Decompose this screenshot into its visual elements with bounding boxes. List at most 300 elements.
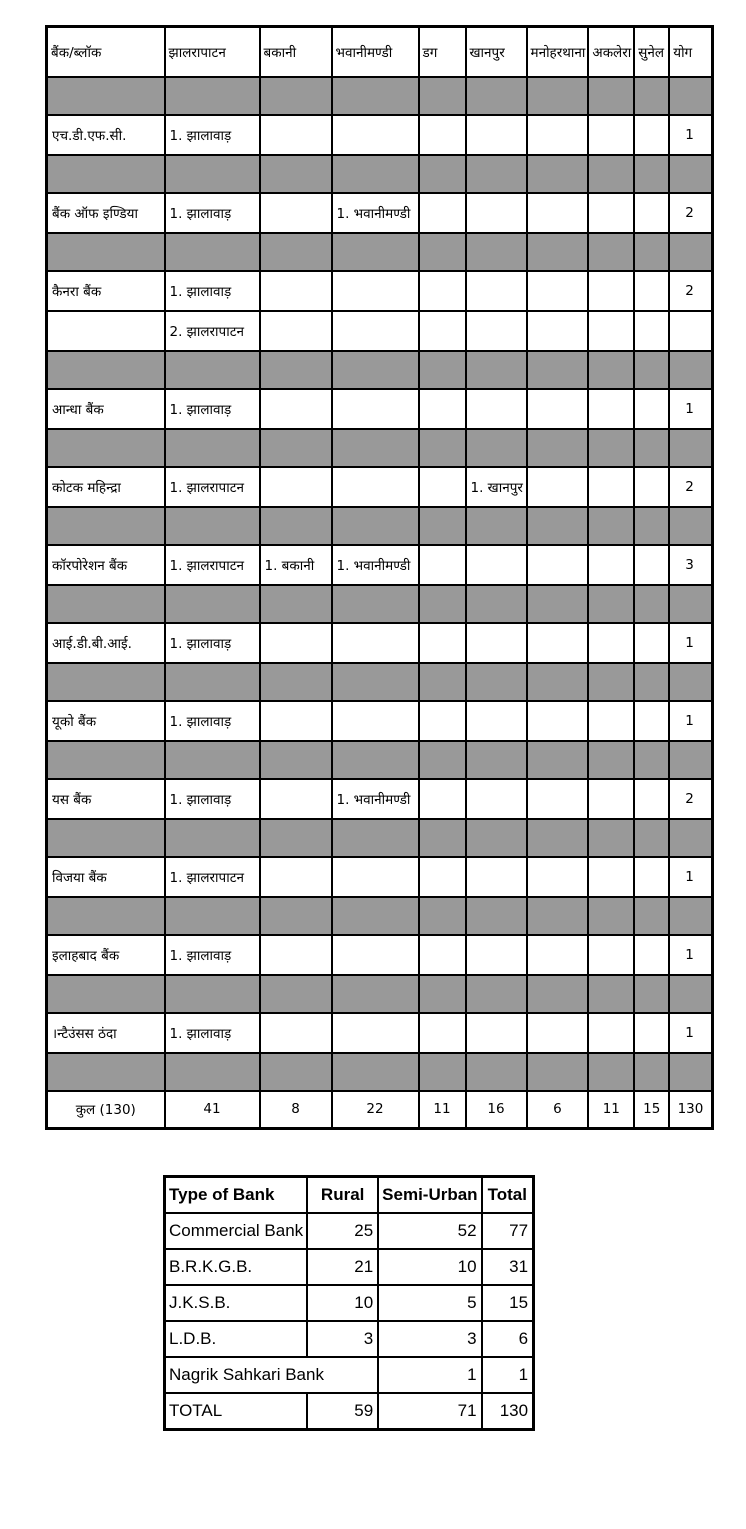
total-cell: 15 xyxy=(482,1285,534,1321)
shaded-cell xyxy=(332,585,419,623)
shaded-cell xyxy=(527,819,589,857)
branch-cell xyxy=(634,389,669,429)
branch-cell xyxy=(634,467,669,507)
shaded-cell xyxy=(588,1053,634,1091)
branch-cell xyxy=(527,115,589,155)
branch-cell xyxy=(260,701,332,741)
shaded-cell xyxy=(634,741,669,779)
bank-row xyxy=(47,271,713,311)
shaded-cell xyxy=(466,975,527,1013)
shaded-cell xyxy=(527,663,589,701)
branch-cell xyxy=(466,311,527,351)
shaded-cell xyxy=(165,77,260,115)
bank-type-summary-table xyxy=(163,1175,535,1431)
branch-cell xyxy=(260,467,332,507)
shaded-cell xyxy=(527,77,589,115)
shaded-spacer-row xyxy=(47,819,713,857)
shaded-cell xyxy=(260,507,332,545)
shaded-cell xyxy=(165,741,260,779)
branch-cell xyxy=(419,271,466,311)
shaded-cell xyxy=(669,819,712,857)
branch-cell xyxy=(527,311,589,351)
branch-cell xyxy=(466,545,527,585)
branch-cell xyxy=(634,701,669,741)
bank-name-cell: कैनरा बैंक xyxy=(47,271,165,311)
branch-cell xyxy=(332,623,419,663)
shaded-cell xyxy=(634,507,669,545)
bank-row xyxy=(47,467,713,507)
branch-cell xyxy=(588,467,634,507)
branch-cell xyxy=(419,779,466,819)
yog-total-cell: 1 xyxy=(669,857,712,897)
branch-cell xyxy=(332,389,419,429)
shaded-cell xyxy=(332,741,419,779)
shaded-cell xyxy=(165,351,260,389)
shaded-cell xyxy=(466,233,527,271)
shaded-cell xyxy=(588,585,634,623)
shaded-cell xyxy=(260,975,332,1013)
shaded-cell xyxy=(669,1053,712,1091)
shaded-cell xyxy=(669,155,712,193)
shaded-spacer-row xyxy=(47,975,713,1013)
branch-cell: 1. झालावाड़ xyxy=(165,701,260,741)
bank-type-cell: B.R.K.G.B. xyxy=(165,1249,308,1285)
bank-row xyxy=(47,1013,713,1053)
branch-cell xyxy=(466,193,527,233)
branch-cell: 1. बकानी xyxy=(260,545,332,585)
branch-cell xyxy=(332,311,419,351)
branch-cell: 1. झालावाड़ xyxy=(165,1013,260,1053)
branch-cell xyxy=(527,467,589,507)
yog-total-cell xyxy=(669,311,712,351)
semi-urban-cell: 1 xyxy=(378,1357,481,1393)
branch-cell xyxy=(260,389,332,429)
branch-cell xyxy=(419,389,466,429)
branch-cell: 8 xyxy=(260,1091,332,1129)
shaded-cell xyxy=(669,975,712,1013)
shaded-cell xyxy=(466,507,527,545)
column-header-4: डग xyxy=(419,27,466,77)
shaded-cell xyxy=(47,429,165,467)
shaded-cell xyxy=(588,741,634,779)
bank-name-cell: विजया बैंक xyxy=(47,857,165,897)
branch-cell xyxy=(588,271,634,311)
bank-name-cell: आई.डी.बी.आई. xyxy=(47,623,165,663)
shaded-spacer-row xyxy=(47,663,713,701)
shaded-cell xyxy=(332,975,419,1013)
shaded-cell xyxy=(332,507,419,545)
shaded-cell xyxy=(419,429,466,467)
branch-cell: 1. भवानीमण्डी xyxy=(332,545,419,585)
shaded-spacer-row xyxy=(47,233,713,271)
yog-total-cell: 1 xyxy=(669,389,712,429)
branch-cell: 22 xyxy=(332,1091,419,1129)
shaded-cell xyxy=(47,155,165,193)
semi-urban-cell: 3 xyxy=(378,1321,481,1357)
yog-total-cell: 2 xyxy=(669,193,712,233)
branch-cell xyxy=(419,1013,466,1053)
shaded-cell xyxy=(669,897,712,935)
branch-cell xyxy=(527,1013,589,1053)
yog-total-cell: 2 xyxy=(669,271,712,311)
yog-total-cell: 3 xyxy=(669,545,712,585)
bank-row xyxy=(47,779,713,819)
yog-total-cell: 1 xyxy=(669,935,712,975)
branch-cell: 1. झालावाड़ xyxy=(165,779,260,819)
branch-cell xyxy=(466,857,527,897)
branch-cell xyxy=(634,115,669,155)
total-cell: 1 xyxy=(482,1357,534,1393)
branch-cell xyxy=(588,311,634,351)
branch-cell: 1. झालावाड़ xyxy=(165,623,260,663)
semi-urban-cell: 5 xyxy=(378,1285,481,1321)
shaded-cell xyxy=(527,1053,589,1091)
summary-row xyxy=(165,1357,534,1393)
shaded-cell xyxy=(588,663,634,701)
total-row xyxy=(47,1091,713,1129)
bank-name-cell: इलाहबाद बैंक xyxy=(47,935,165,975)
branch-cell xyxy=(332,115,419,155)
shaded-cell xyxy=(47,1053,165,1091)
column-header-3: भवानीमण्डी xyxy=(332,27,419,77)
yog-total-cell: 1 xyxy=(669,623,712,663)
shaded-cell xyxy=(260,741,332,779)
shaded-cell xyxy=(466,585,527,623)
shaded-cell xyxy=(527,741,589,779)
branch-cell xyxy=(419,467,466,507)
branch-cell xyxy=(260,857,332,897)
bank-name-cell xyxy=(47,311,165,351)
shaded-cell xyxy=(260,1053,332,1091)
semi-urban-cell: 52 xyxy=(378,1213,481,1249)
shaded-cell xyxy=(588,351,634,389)
branch-cell: 41 xyxy=(165,1091,260,1129)
branch-cell xyxy=(419,193,466,233)
yog-total-cell: 130 xyxy=(669,1091,712,1129)
shaded-spacer-row xyxy=(47,897,713,935)
shaded-cell xyxy=(634,585,669,623)
shaded-cell xyxy=(588,975,634,1013)
bank-row xyxy=(47,701,713,741)
shaded-cell xyxy=(669,77,712,115)
branch-cell xyxy=(527,935,589,975)
summary-table-body xyxy=(165,1177,534,1430)
branch-cell xyxy=(634,1013,669,1053)
bank-row xyxy=(47,389,713,429)
shaded-cell xyxy=(527,155,589,193)
shaded-cell xyxy=(419,975,466,1013)
branch-cell xyxy=(527,701,589,741)
branch-cell xyxy=(527,389,589,429)
branch-cell: 1. झालावाड़ xyxy=(165,935,260,975)
summary-row xyxy=(165,1321,534,1357)
rural-cell: 10 xyxy=(307,1285,378,1321)
summary-row xyxy=(165,1285,534,1321)
shaded-cell xyxy=(466,897,527,935)
branch-cell: 1. झालावाड़ xyxy=(165,271,260,311)
branch-cell xyxy=(260,271,332,311)
branch-cell xyxy=(588,545,634,585)
shaded-cell xyxy=(260,77,332,115)
branch-cell xyxy=(260,623,332,663)
bank-row xyxy=(47,115,713,155)
branch-cell xyxy=(332,935,419,975)
shaded-spacer-row xyxy=(47,507,713,545)
shaded-cell xyxy=(466,663,527,701)
yog-total-cell: 2 xyxy=(669,779,712,819)
shaded-cell xyxy=(332,155,419,193)
branch-cell xyxy=(588,193,634,233)
shaded-cell xyxy=(165,507,260,545)
branch-cell xyxy=(634,935,669,975)
branch-cell xyxy=(260,935,332,975)
branch-cell xyxy=(588,935,634,975)
shaded-cell xyxy=(634,233,669,271)
shaded-cell xyxy=(419,585,466,623)
shaded-cell xyxy=(260,663,332,701)
branch-cell: 2. झालरापाटन xyxy=(165,311,260,351)
shaded-cell xyxy=(419,741,466,779)
shaded-cell xyxy=(47,741,165,779)
shaded-cell xyxy=(634,663,669,701)
branch-cell: 11 xyxy=(588,1091,634,1129)
shaded-cell xyxy=(332,351,419,389)
shaded-cell xyxy=(669,741,712,779)
summary-header-row xyxy=(165,1177,534,1214)
branch-cell xyxy=(466,935,527,975)
branch-cell xyxy=(527,623,589,663)
shaded-spacer-row xyxy=(47,429,713,467)
shaded-cell xyxy=(669,663,712,701)
shaded-cell xyxy=(466,155,527,193)
total-cell: 31 xyxy=(482,1249,534,1285)
shaded-cell xyxy=(332,819,419,857)
bank-type-cell: Nagrik Sahkari Bank xyxy=(165,1357,379,1393)
branch-table-body xyxy=(47,27,713,1129)
branch-cell xyxy=(419,311,466,351)
shaded-cell xyxy=(527,429,589,467)
shaded-cell xyxy=(527,233,589,271)
branch-cell xyxy=(588,389,634,429)
shaded-cell xyxy=(419,819,466,857)
branch-cell xyxy=(466,623,527,663)
shaded-spacer-row xyxy=(47,585,713,623)
shaded-spacer-row xyxy=(47,1053,713,1091)
branch-cell: 6 xyxy=(527,1091,589,1129)
shaded-cell xyxy=(634,155,669,193)
summary-column-header-0: Type of Bank xyxy=(165,1177,308,1214)
shaded-cell xyxy=(634,429,669,467)
branch-cell: 1. झालावाड़ xyxy=(165,389,260,429)
branch-cell xyxy=(419,701,466,741)
shaded-cell xyxy=(47,351,165,389)
shaded-cell xyxy=(466,741,527,779)
shaded-cell xyxy=(527,507,589,545)
branch-block-table xyxy=(45,25,714,1130)
total-cell: 77 xyxy=(482,1213,534,1249)
total-cell: 6 xyxy=(482,1321,534,1357)
branch-cell xyxy=(466,779,527,819)
shaded-cell xyxy=(165,663,260,701)
shaded-cell xyxy=(588,897,634,935)
branch-cell xyxy=(634,545,669,585)
branch-cell: 1. खानपुर xyxy=(466,467,527,507)
shaded-cell xyxy=(669,233,712,271)
bank-name-cell: आन्धा बैंक xyxy=(47,389,165,429)
shaded-cell xyxy=(165,975,260,1013)
shaded-cell xyxy=(466,77,527,115)
shaded-cell xyxy=(634,77,669,115)
bank-name-cell: बैंक ऑफ इण्डिया xyxy=(47,193,165,233)
shaded-cell xyxy=(634,351,669,389)
shaded-cell xyxy=(332,663,419,701)
shaded-cell xyxy=(419,1053,466,1091)
branch-cell xyxy=(466,271,527,311)
branch-cell xyxy=(527,271,589,311)
bank-name-cell: यस बैंक xyxy=(47,779,165,819)
branch-cell xyxy=(419,115,466,155)
branch-cell xyxy=(419,935,466,975)
bank-type-cell: L.D.B. xyxy=(165,1321,308,1357)
branch-cell xyxy=(332,467,419,507)
summary-column-header-2: Semi-Urban xyxy=(378,1177,481,1214)
bank-name-cell: एच.डी.एफ.सी. xyxy=(47,115,165,155)
branch-cell xyxy=(419,545,466,585)
branch-cell xyxy=(332,1013,419,1053)
yog-total-cell: 2 xyxy=(669,467,712,507)
shaded-cell xyxy=(634,897,669,935)
shaded-cell xyxy=(332,897,419,935)
shaded-cell xyxy=(165,819,260,857)
summary-row xyxy=(165,1393,534,1430)
shaded-cell xyxy=(332,1053,419,1091)
branch-cell xyxy=(634,311,669,351)
shaded-cell xyxy=(588,77,634,115)
branch-cell xyxy=(260,193,332,233)
shaded-cell xyxy=(47,233,165,271)
shaded-cell xyxy=(588,429,634,467)
branch-cell xyxy=(466,389,527,429)
shaded-cell xyxy=(260,585,332,623)
branch-cell: 11 xyxy=(419,1091,466,1129)
column-header-8: सुनेल xyxy=(634,27,669,77)
branch-cell: 1. झालावाड़ xyxy=(165,115,260,155)
shaded-cell xyxy=(419,77,466,115)
semi-urban-cell: 71 xyxy=(378,1393,481,1430)
shaded-cell xyxy=(47,77,165,115)
shaded-cell xyxy=(634,819,669,857)
rural-cell: 3 xyxy=(307,1321,378,1357)
shaded-cell xyxy=(47,819,165,857)
shaded-cell xyxy=(669,429,712,467)
shaded-cell xyxy=(669,351,712,389)
shaded-cell xyxy=(419,351,466,389)
total-cell: 130 xyxy=(482,1393,534,1430)
column-header-6: मनोहरथाना xyxy=(527,27,589,77)
branch-table-header-row xyxy=(47,27,713,77)
shaded-cell xyxy=(527,585,589,623)
branch-cell: 1. झालरापाटन xyxy=(165,545,260,585)
shaded-cell xyxy=(466,351,527,389)
shaded-cell xyxy=(47,507,165,545)
shaded-cell xyxy=(260,819,332,857)
shaded-cell xyxy=(47,663,165,701)
branch-cell: 1. झालावाड़ xyxy=(165,193,260,233)
branch-cell: 1. भवानीमण्डी xyxy=(332,193,419,233)
shaded-spacer-row xyxy=(47,741,713,779)
shaded-cell xyxy=(260,897,332,935)
shaded-cell xyxy=(165,1053,260,1091)
branch-cell xyxy=(332,701,419,741)
column-header-5: खानपुर xyxy=(466,27,527,77)
shaded-cell xyxy=(419,897,466,935)
shaded-cell xyxy=(332,429,419,467)
yog-total-cell: 1 xyxy=(669,115,712,155)
shaded-cell xyxy=(165,897,260,935)
bank-type-cell: J.K.S.B. xyxy=(165,1285,308,1321)
branch-cell xyxy=(527,857,589,897)
branch-cell xyxy=(332,271,419,311)
branch-cell: 1. भवानीमण्डी xyxy=(332,779,419,819)
branch-cell xyxy=(634,193,669,233)
bank-row xyxy=(47,935,713,975)
shaded-cell xyxy=(634,975,669,1013)
bank-name-cell: ।न्टैउंसस ठंदा xyxy=(47,1013,165,1053)
shaded-spacer-row xyxy=(47,351,713,389)
semi-urban-cell: 10 xyxy=(378,1249,481,1285)
branch-cell: 1. झालरापाटन xyxy=(165,467,260,507)
shaded-spacer-row xyxy=(47,155,713,193)
branch-cell xyxy=(588,779,634,819)
shaded-spacer-row xyxy=(47,77,713,115)
rural-cell: 25 xyxy=(307,1213,378,1249)
shaded-cell xyxy=(419,663,466,701)
branch-cell xyxy=(588,623,634,663)
shaded-cell xyxy=(165,233,260,271)
shaded-cell xyxy=(165,585,260,623)
branch-cell: 16 xyxy=(466,1091,527,1129)
summary-row xyxy=(165,1213,534,1249)
shaded-cell xyxy=(669,507,712,545)
branch-cell xyxy=(419,857,466,897)
column-header-2: बकानी xyxy=(260,27,332,77)
branch-cell xyxy=(588,1013,634,1053)
branch-cell xyxy=(588,701,634,741)
shaded-cell xyxy=(466,1053,527,1091)
shaded-cell xyxy=(47,897,165,935)
shaded-cell xyxy=(588,819,634,857)
shaded-cell xyxy=(527,897,589,935)
bank-type-cell: TOTAL xyxy=(165,1393,308,1430)
shaded-cell xyxy=(332,233,419,271)
column-header-0: बैंक/ब्लॉक xyxy=(47,27,165,77)
branch-cell xyxy=(634,857,669,897)
shaded-cell xyxy=(47,975,165,1013)
bank-row xyxy=(47,857,713,897)
bank-row xyxy=(47,311,713,351)
branch-cell xyxy=(332,857,419,897)
shaded-cell xyxy=(332,77,419,115)
shaded-cell xyxy=(466,819,527,857)
shaded-cell xyxy=(588,507,634,545)
shaded-cell xyxy=(260,429,332,467)
column-header-1: झालरापाटन xyxy=(165,27,260,77)
column-header-7: अकलेरा xyxy=(588,27,634,77)
shaded-cell xyxy=(527,975,589,1013)
branch-cell xyxy=(527,193,589,233)
summary-row xyxy=(165,1249,534,1285)
summary-column-header-3: Total xyxy=(482,1177,534,1214)
